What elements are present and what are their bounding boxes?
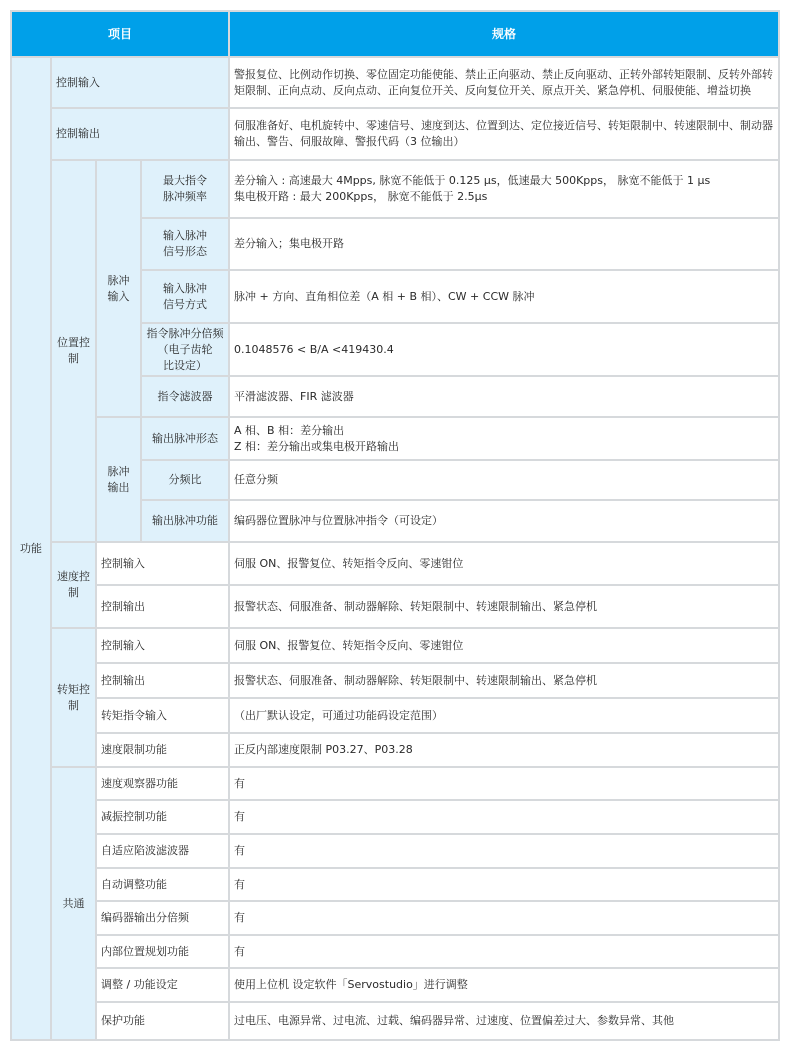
spec-table xyxy=(10,10,780,1041)
torque-label: 转矩控制 xyxy=(51,628,96,767)
row-value: 任意分频 xyxy=(229,460,779,500)
row-value: 有 xyxy=(229,834,779,868)
row-label: 输出脉冲功能 xyxy=(141,500,229,542)
row-label: 控制输出 xyxy=(96,585,229,628)
table-row xyxy=(11,628,779,663)
table-row xyxy=(11,57,779,108)
row-value: 有 xyxy=(229,800,779,834)
table-row xyxy=(11,935,779,968)
row-label: 控制输出 xyxy=(51,108,229,160)
table-row xyxy=(11,968,779,1002)
row-label: 编码器输出分倍频 xyxy=(96,901,229,935)
row-value: 报警状态、伺服准备、制动器解除、转矩限制中、转速限制输出、紧急停机 xyxy=(229,663,779,698)
row-label: 控制输入 xyxy=(51,57,229,108)
table-row xyxy=(11,834,779,868)
row-label: 输入脉冲 信号形态 xyxy=(141,218,229,270)
row-label: 内部位置规划功能 xyxy=(96,935,229,968)
row-label: 转矩指令输入 xyxy=(96,698,229,733)
table-row xyxy=(11,542,779,585)
position-control-label: 位置控制 xyxy=(51,160,96,542)
row-label: 自动调整功能 xyxy=(96,868,229,901)
row-label: 输出脉冲形态 xyxy=(141,417,229,460)
row-label: 控制输入 xyxy=(96,628,229,663)
row-label: 控制输出 xyxy=(96,663,229,698)
row-value: 伺服准备好、电机旋转中、零速信号、速度到达、位置到达、定位接近信号、转矩限制中、转速限制中、制动器输出、警告、伺服故障、警报代码（3 位输出） xyxy=(229,108,779,160)
table-row xyxy=(11,868,779,901)
table-row xyxy=(11,733,779,767)
table-row xyxy=(11,767,779,800)
row-value: 差分输入；集电极开路 xyxy=(229,218,779,270)
row-value: 过电压、电源异常、过电流、过载、编码器异常、过速度、位置偏差过大、参数异常、其他 xyxy=(229,1002,779,1040)
row-value: 脉冲 + 方向、直角相位差（A 相 + B 相）、CW + CCW 脉冲 xyxy=(229,270,779,323)
row-label: 自适应陷波滤波器 xyxy=(96,834,229,868)
header-row xyxy=(11,11,779,57)
table-row xyxy=(11,901,779,935)
row-value: 警报复位、比例动作切换、零位固定功能使能、禁止正向驱动、禁止反向驱动、正转外部转矩限制、反转外部转矩限制、正向点动、反向点动、正向复位开关、反向复位开关、原点开关、紧急停机、伺服使能、增益切换 xyxy=(229,57,779,108)
table-row xyxy=(11,698,779,733)
row-value: 0.1048576 < B/A <419430.4 xyxy=(229,323,779,376)
pulse-input-label: 脉冲 输入 xyxy=(96,160,141,417)
row-label: 指令滤波器 xyxy=(141,376,229,417)
row-label: 输入脉冲 信号方式 xyxy=(141,270,229,323)
table-row xyxy=(11,108,779,160)
row-value: 有 xyxy=(229,901,779,935)
row-value: 平滑滤波器、FIR 滤波器 xyxy=(229,376,779,417)
table-row xyxy=(11,1002,779,1040)
row-label: 速度观察器功能 xyxy=(96,767,229,800)
row-label: 调整 / 功能设定 xyxy=(96,968,229,1002)
speed-label: 速度控制 xyxy=(51,542,96,628)
header-spec: 规格 xyxy=(229,11,779,57)
function-label: 功能 xyxy=(11,57,51,1040)
row-value: 有 xyxy=(229,767,779,800)
row-label: 指令脉冲分倍频 （电子齿轮 比设定） xyxy=(141,323,229,376)
row-value: 编码器位置脉冲与位置脉冲指令（可设定） xyxy=(229,500,779,542)
pulse-output-label: 脉冲 输出 xyxy=(96,417,141,542)
row-label: 减振控制功能 xyxy=(96,800,229,834)
row-value: 有 xyxy=(229,935,779,968)
header-item: 项目 xyxy=(11,11,229,57)
row-value: 伺服 ON、报警复位、转矩指令反向、零速钳位 xyxy=(229,542,779,585)
row-value: 有 xyxy=(229,868,779,901)
row-value: 伺服 ON、报警复位、转矩指令反向、零速钳位 xyxy=(229,628,779,663)
row-value: 正反内部速度限制 P03.27、P03.28 xyxy=(229,733,779,767)
row-value: A 相、B 相：差分输出 Z 相：差分输出或集电极开路输出 xyxy=(229,417,779,460)
table-row xyxy=(11,417,779,460)
row-value: 报警状态、伺服准备、制动器解除、转矩限制中、转速限制输出、紧急停机 xyxy=(229,585,779,628)
common-label: 共通 xyxy=(51,767,96,1040)
row-value: 差分输入 : 高速最大 4Mpps, 脉宽不能低于 0.125 μs，低速最大 500Kpps， 脉宽不能低于 1 μs 集电极开路 : 最大 200Kpps， 脉宽不能低于 2.5μs xyxy=(229,160,779,218)
table-row xyxy=(11,160,779,218)
table-row xyxy=(11,800,779,834)
row-value: 使用上位机 设定软件「Servostudio」进行调整 xyxy=(229,968,779,1002)
row-label: 分频比 xyxy=(141,460,229,500)
row-label: 最大指令 脉冲频率 xyxy=(141,160,229,218)
table-row xyxy=(11,663,779,698)
row-label: 保护功能 xyxy=(96,1002,229,1040)
row-value: （出厂默认设定，可通过功能码设定范围） xyxy=(229,698,779,733)
table-row xyxy=(11,585,779,628)
row-label: 速度限制功能 xyxy=(96,733,229,767)
row-label: 控制输入 xyxy=(96,542,229,585)
